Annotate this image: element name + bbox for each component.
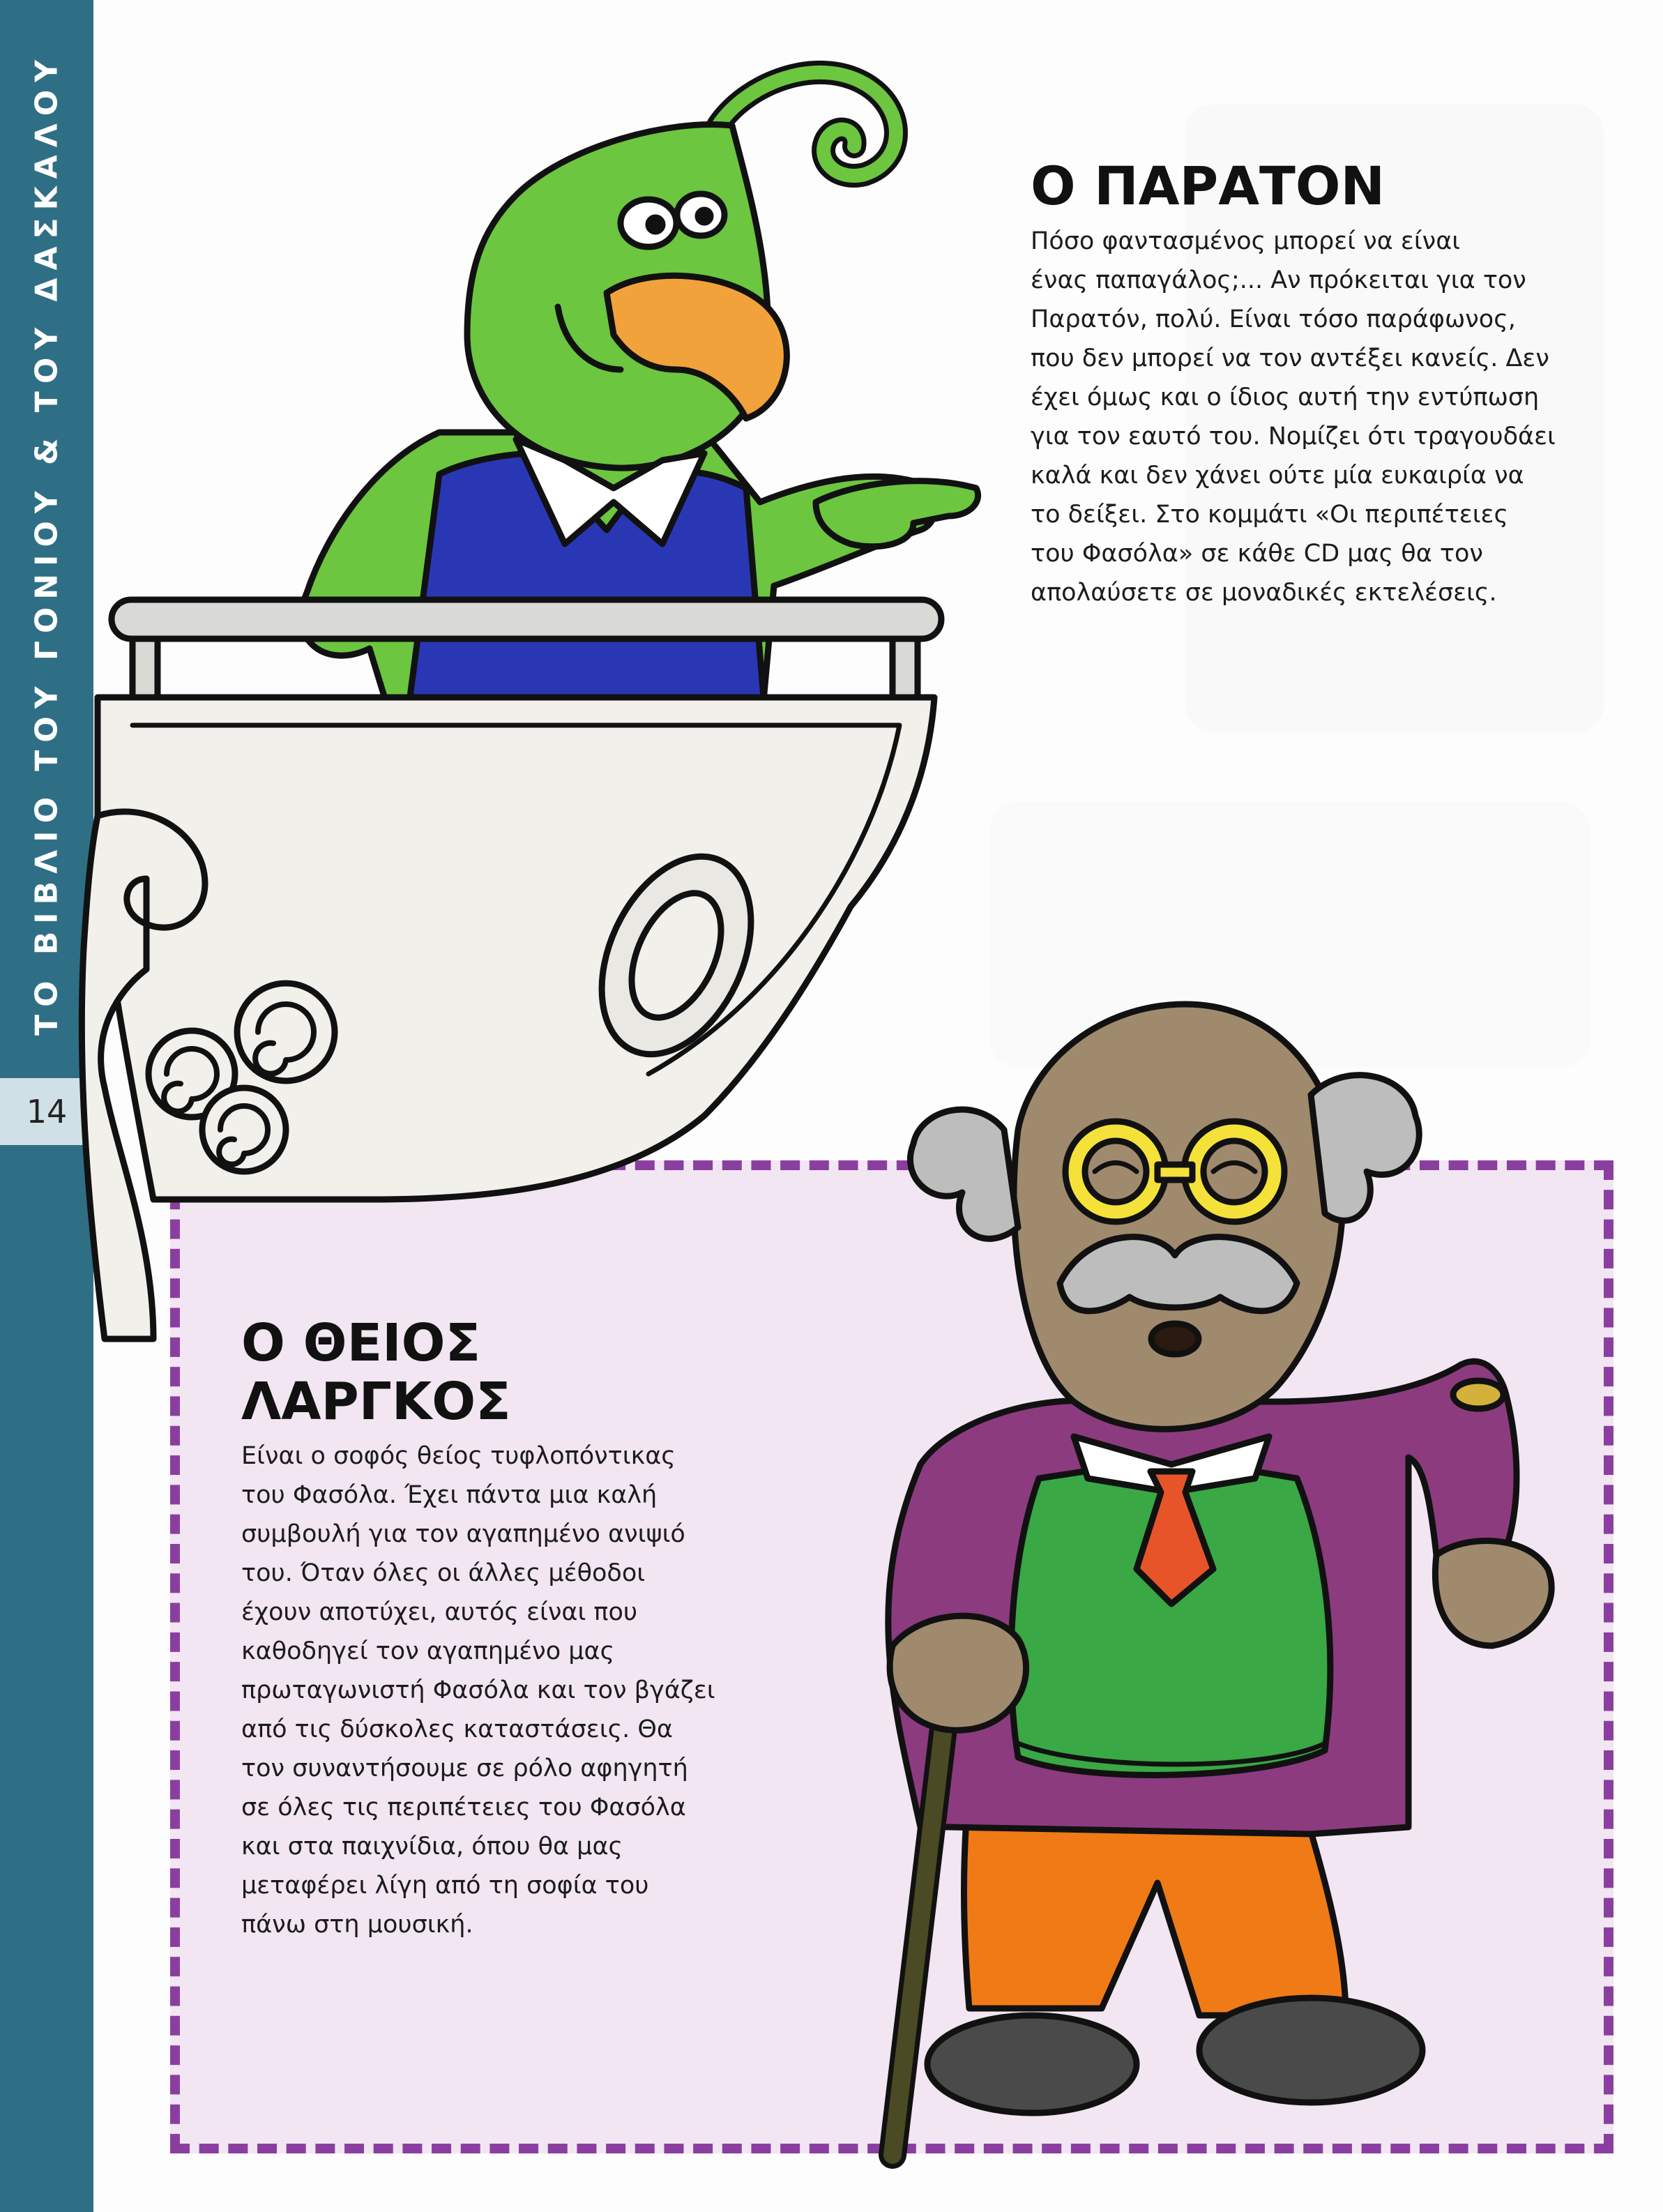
paraton-body [1031,222,1602,612]
largkos-line: σε όλες τις περιπέτειες του Φασόλα [241,1794,686,1821]
largkos-line: Είναι ο σοφός θείος τυφλοπόντικας [241,1442,676,1470]
parrot-hand [816,481,978,547]
largkos-title-line: Ο ΘΕΙΟΣ [241,1313,481,1373]
largkos-line: έχουν αποτύχει, αυτός είναι που [241,1598,638,1626]
paraton-line: Πόσο φαντασμένος μπορεί να είναι [1031,227,1461,255]
mole-hair [910,1109,1018,1238]
mole-illustration [739,865,1646,2211]
largkos-line: από τις δύσκολες καταστάσεις. Θα [241,1715,673,1743]
paraton-line: του Φασόλα» σε κάθε CD μας θα τον [1031,540,1483,568]
paraton-line: ένας παπαγάλος;... Αν πρόκειται για τον [1031,266,1526,294]
mole-moustache [1060,1237,1297,1311]
sidebar-title: ΤΟ ΒΙΒΛΙΟ ΤΟΥ ΓΟΝΙΟΥ & ΤΟΥ ΔΑΣΚΑΛΟΥ [29,52,65,1036]
balcony-rail [112,600,941,639]
largkos-title-line: ΛΑΡΓΚΟΣ [241,1372,511,1432]
largkos-line: μεταφέρει λίγη από τη σοφία του [241,1872,649,1900]
paraton-line: το δείξει. Στο κομμάτι «Οι περιπέτειες [1031,501,1508,529]
largkos-line: του Φασόλα. Έχει πάντα μια καλή [241,1481,658,1509]
paraton-line: έχει όμως και ο ίδιος αυτή την εντύπωση [1031,384,1540,411]
largkos-line: και στα παιχνίδια, όπου θα μας [241,1833,623,1861]
mole-shoe [1199,1998,1422,2103]
largkos-line: του. Όταν όλες οι άλλες μέθοδοι [241,1559,646,1587]
largkos-line: τον συναντήσουμε σε ρόλο αφηγητή [241,1755,688,1782]
largkos-line: καθοδηγεί τον αγαπημένο μας [241,1637,615,1665]
paraton-line: για τον εαυτό του. Νομίζει ότι τραγουδάει [1031,423,1556,450]
largkos-body [241,1437,743,1944]
paraton-line: Παρατόν, πολύ. Είναι τόσο παράφωνος, [1031,305,1516,333]
paraton-line: απολαύσετε σε μοναδικές εκτελέσεις. [1031,579,1497,607]
mole-fist [1435,1541,1551,1646]
mole-shoe [927,2015,1137,2113]
largkos-line: πάνω στη μουσική. [241,1911,473,1939]
mole-head [1014,1004,1343,1429]
paraton-line: καλά και δεν χάνει ούτε μία ευκαιρία να [1031,462,1524,490]
mole-hand [890,1616,1026,1730]
paraton-title: Ο ΠΑΡΑΤΟΝ [1031,155,1385,217]
largkos-line: συμβουλή για τον αγαπημένο ανιψιό [241,1520,685,1548]
largkos-line: πρωταγωνιστή Φασόλα και τον βγάζει [241,1676,715,1704]
mole-hair [1311,1075,1419,1221]
paraton-line: που δεν μπορεί να τον αντέξει κανείς. Δεν [1031,344,1549,372]
page-number: 14 [0,1078,93,1145]
